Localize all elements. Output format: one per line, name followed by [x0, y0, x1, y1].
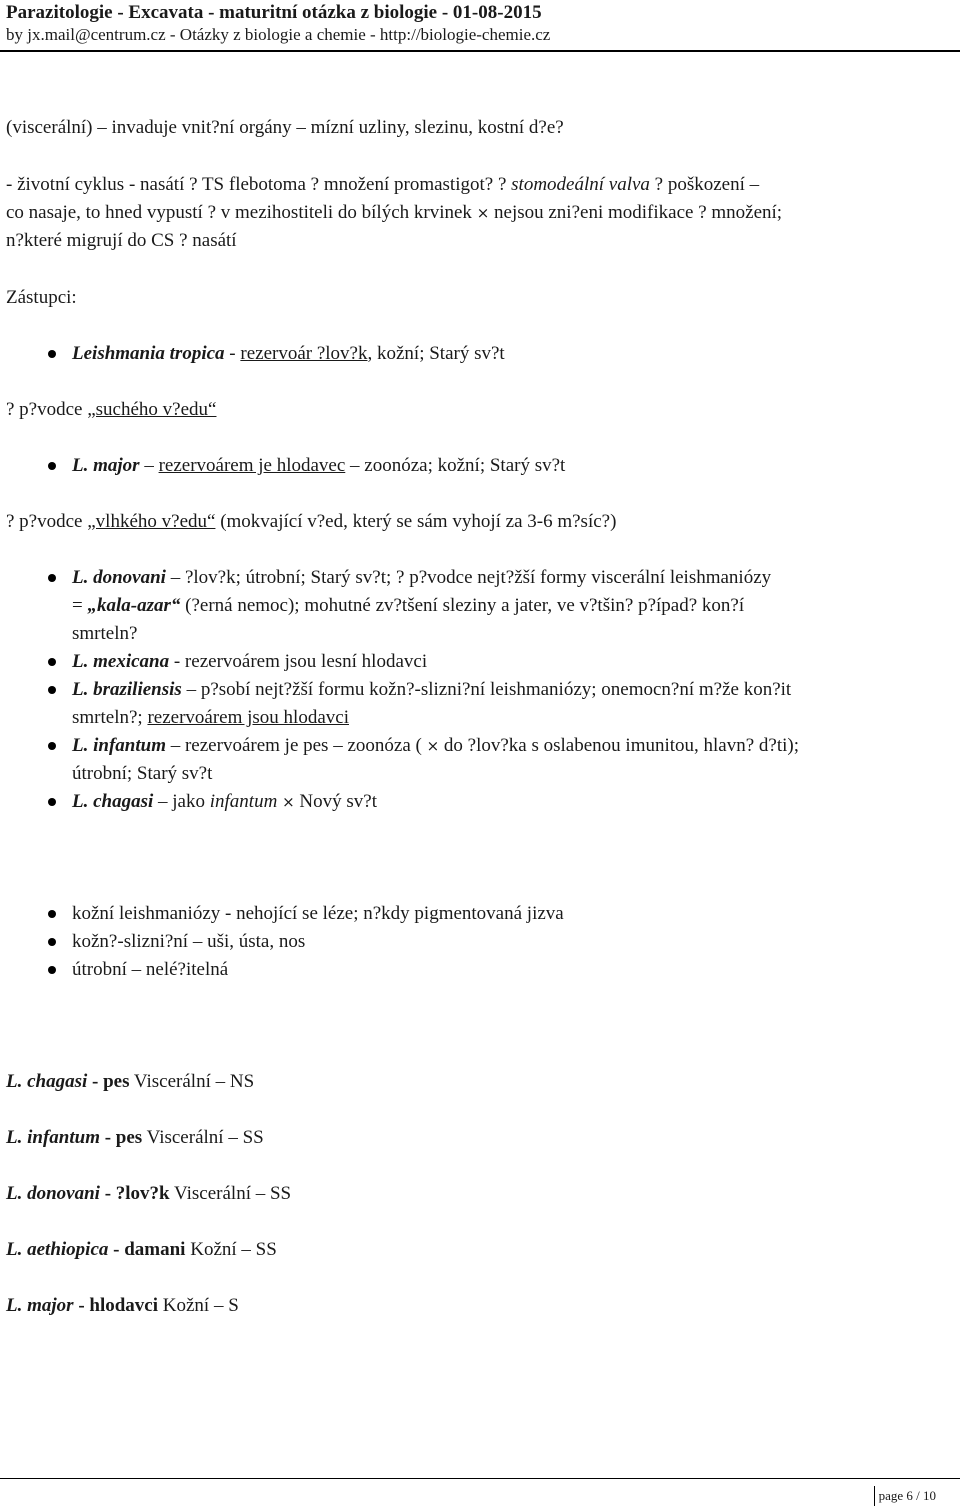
bullet-icon	[48, 938, 56, 946]
list-item: L. mexicana - rezervoárem jsou lesní hlodavci	[72, 651, 428, 672]
bullet-icon	[48, 686, 56, 694]
list-item: Leishmania tropica - rezervoár ?lov?k, kožní; Starý sv?t	[72, 343, 505, 364]
document-subtitle: by jx.mail@centrum.cz - Otázky z biologie a chemie - http://biologie-chemie.cz	[6, 25, 551, 44]
list-item: L. donovani – ?lov?k; útrobní; Starý sv?t; ? p?vodce nejt?žší formy viscerální leishmaniózy	[72, 567, 772, 588]
bullet-icon	[48, 574, 56, 582]
bullet-icon	[48, 910, 56, 918]
bullet-icon	[48, 966, 56, 974]
summary-line: L. donovani - ?lov?k Viscerální – SS	[6, 1183, 292, 1204]
footer-rule	[0, 1478, 960, 1479]
list-item-continuation: smrteln?	[72, 623, 138, 644]
text-line: n?které migrují do CS ? nasátí	[6, 230, 237, 251]
text-line: (viscerální) – invaduje vnit?ní orgány – mízní uzliny, slezinu, kostní d?e?	[6, 117, 564, 138]
list-item: L. chagasi – jako infantum × Nový sv?t	[72, 791, 377, 812]
summary-line: L. aethiopica - damani Kožní – SS	[6, 1239, 277, 1260]
list-item-continuation: = „kala-azar“ (?erná nemoc); mohutné zv?tšení sleziny a jater, ve v?tšin? p?ípad? kon?í	[72, 595, 745, 616]
cross-icon: ×	[476, 204, 490, 222]
cross-icon: ×	[282, 793, 295, 811]
cross-icon: ×	[426, 737, 440, 755]
list-item: kožn?-slizni?ní – uši, ústa, nos	[72, 931, 306, 952]
text-line: ? p?vodce „suchého v?edu“	[6, 399, 217, 420]
list-item: L. major – rezervoárem je hlodavec – zoonóza; kožní; Starý sv?t	[72, 455, 566, 476]
section-heading: Zástupci:	[6, 287, 77, 308]
text-line: co nasaje, to hned vypustí ? v mezihostiteli do bílých krvinek × nejsou zni?eni modifikace ? množení;	[6, 202, 783, 223]
header-rule	[0, 50, 960, 52]
bullet-icon	[48, 462, 56, 470]
bullet-icon	[48, 350, 56, 358]
document-title: Parazitologie - Excavata - maturitní otázka z biologie - 01-08-2015	[6, 2, 542, 23]
summary-line: L. chagasi - pes Viscerální – NS	[6, 1071, 255, 1092]
list-item: L. infantum – rezervoárem je pes – zoonóza ( × do ?lov?ka s oslabenou imunitou, hlavn? d?ti);	[72, 735, 800, 756]
summary-line: L. major - hlodavci Kožní – S	[6, 1295, 239, 1316]
list-item-continuation: smrteln?; rezervoárem jsou hlodavci	[72, 707, 349, 728]
list-item-continuation: útrobní; Starý sv?t	[72, 763, 213, 784]
page-number: page 6 / 10	[874, 1486, 940, 1506]
bullet-icon	[48, 658, 56, 666]
text-line: - životní cyklus - nasátí ? TS flebotoma ? množení promastigot? ? stomodeální valva ? poškození –	[6, 174, 760, 195]
list-item: kožní leishmaniózy - nehojící se léze; n?kdy pigmentovaná jizva	[72, 903, 564, 924]
bullet-icon	[48, 742, 56, 750]
page-header	[6, 2, 946, 46]
bullet-icon	[48, 798, 56, 806]
list-item: útrobní – nelé?itelná	[72, 959, 229, 980]
summary-line: L. infantum - pes Viscerální – SS	[6, 1127, 264, 1148]
text-line: ? p?vodce „vlhkého v?edu“ (mokvající v?ed, který se sám vyhojí za 3-6 m?síc?)	[6, 511, 617, 532]
list-item: L. braziliensis – p?sobí nejt?žší formu kožn?-slizni?ní leishmaniózy; onemocn?ní m?že kon?it	[72, 679, 792, 700]
